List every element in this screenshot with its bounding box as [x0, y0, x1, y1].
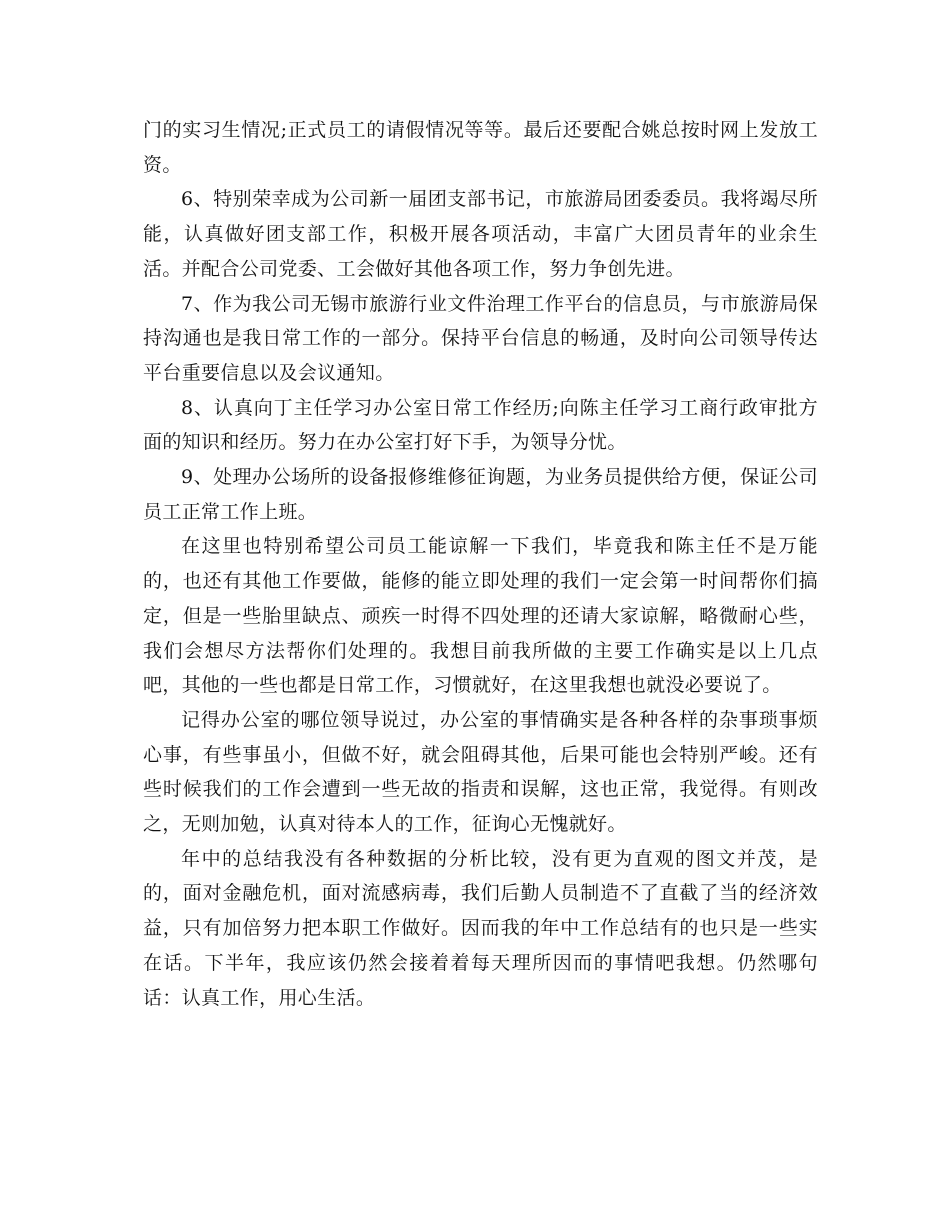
- document-body: [143, 113, 818, 1015]
- paragraph-continued: 门的实习生情况;正式员工的请假情况等等。最后还要配合姚总按时网上发放工资。: [143, 119, 818, 176]
- paragraph-summary: 年中的总结我没有各种数据的分析比较，没有更为直观的图文并茂，是的，面对金融危机，面对流感病毒，我们后勤人员制造不了直截了当的经济效益，只有加倍努力把本职工作做好。因而我的年中工作总结有的也只是一些实在话。下半年，我应该仍然会接着着每天理所因而的事情吧我想。仍然哪句话：认真工作，用心生活。: [143, 847, 818, 1009]
- paragraph-reflection: 记得办公室的哪位领导说过，办公室的事情确实是各种各样的杂事琐事烦心事，有些事虽小，但做不好，就会阻碍其他，后果可能也会特别严峻。还有些时候我们的工作会遭到一些无故的指责和误解，这也正常，我觉得。有则改之，无则加勉，认真对待本人的工作，征询心无愧就好。: [143, 708, 818, 836]
- paragraph-item-7: 7、作为我公司无锡市旅游行业文件治理工作平台的信息员，与市旅游局保持沟通也是我日常工作的一部分。保持平台信息的畅通，及时向公司领导传达平台重要信息以及会议通知。: [143, 292, 818, 384]
- paragraph-item-8: 8、认真向丁主任学习办公室日常工作经历;向陈主任学习工商行政审批方面的知识和经历。努力在办公室打好下手，为领导分忧。: [143, 396, 818, 454]
- paragraph-apology: 在这里也特别希望公司员工能谅解一下我们，毕竟我和陈主任不是万能的，也还有其他工作要做，能修的能立即处理的我们一定会第一时间帮你们搞定，但是一些胎里缺点、顽疾一时得不四处理的还请大家谅解，略微耐心些，我们会想尽方法帮你们处理的。我想目前我所做的主要工作确实是以上几点吧，其他的一些也都是日常工作，习惯就好，在这里我想也就没必要说了。: [143, 535, 818, 697]
- paragraph-item-9: 9、处理办公场所的设备报修维修征询题，为业务员提供给方便，保证公司员工正常工作上班。: [143, 466, 818, 523]
- paragraph-item-6: 6、特别荣幸成为公司新一届团支部书记，市旅游局团委委员。我将竭尽所能，认真做好团支部工作，积极开展各项活动，丰富广大团员青年的业余生活。并配合公司党委、工会做好其他各项工作，努力争创先进。: [143, 188, 818, 280]
